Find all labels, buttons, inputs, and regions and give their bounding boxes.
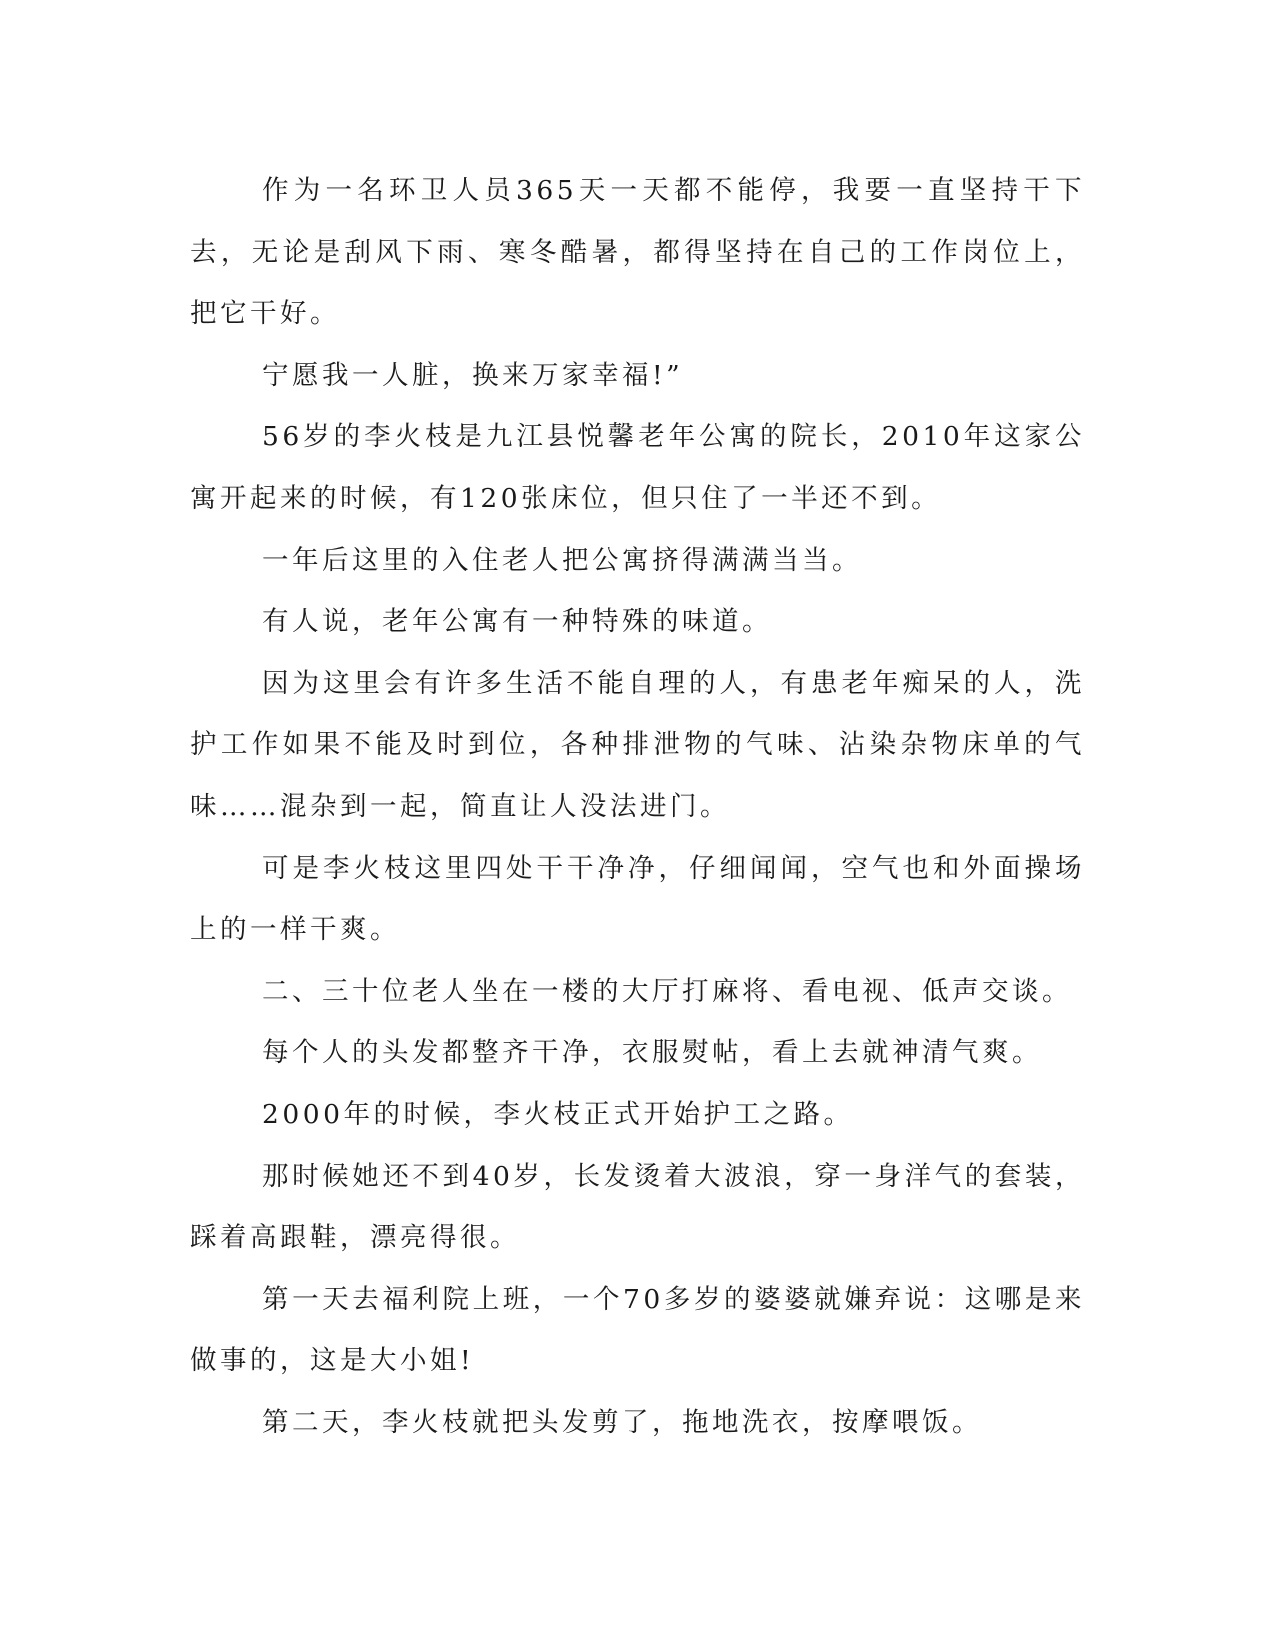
paragraph: 因为这里会有许多生活不能自理的人，有患老年痴呆的人，洗护工作如果不能及时到位，各种排泄物的气味、沾染杂物床单的气味……混杂到一起，简直让人没法进门。 xyxy=(190,667,1085,822)
paragraph: 有人说，老年公寓有一种特殊的味道。 xyxy=(262,606,772,638)
paragraph: 二、三十位老人坐在一楼的大厅打麻将、看电视、低声交谈。 xyxy=(262,975,1072,1007)
paragraph: 每个人的头发都整齐干净，衣服熨帖，看上去就神清气爽。 xyxy=(262,1037,1042,1069)
paragraph: 2000年的时候，李火枝正式开始护工之路。 xyxy=(262,1098,854,1130)
paragraph: 第二天，李火枝就把头发剪了，拖地洗衣，按摩喂饭。 xyxy=(262,1406,982,1438)
paragraph: 作为一名环卫人员365天一天都不能停，我要一直坚持干下去，无论是刮风下雨、寒冬酷暑，都得坚持在自己的工作岗位上，把它干好。 xyxy=(190,175,1085,330)
document-body xyxy=(190,160,1085,1453)
paragraph: 第一天去福利院上班，一个70多岁的婆婆就嫌弃说：这哪是来做事的，这是大小姐! xyxy=(190,1283,1085,1377)
paragraph: 可是李火枝这里四处干干净净，仔细闻闻，空气也和外面操场上的一样干爽。 xyxy=(190,852,1085,946)
paragraph: 那时候她还不到40岁，长发烫着大波浪，穿一身洋气的套装，踩着高跟鞋，漂亮得很。 xyxy=(190,1160,1085,1254)
paragraph: 宁愿我一人脏，换来万家幸福!” xyxy=(262,359,684,391)
paragraph: 56岁的李火枝是九江县悦馨老年公寓的院长，2010年这家公寓开起来的时候，有120张床位，但只住了一半还不到。 xyxy=(190,421,1085,514)
paragraph: 一年后这里的入住老人把公寓挤得满满当当。 xyxy=(262,544,862,576)
